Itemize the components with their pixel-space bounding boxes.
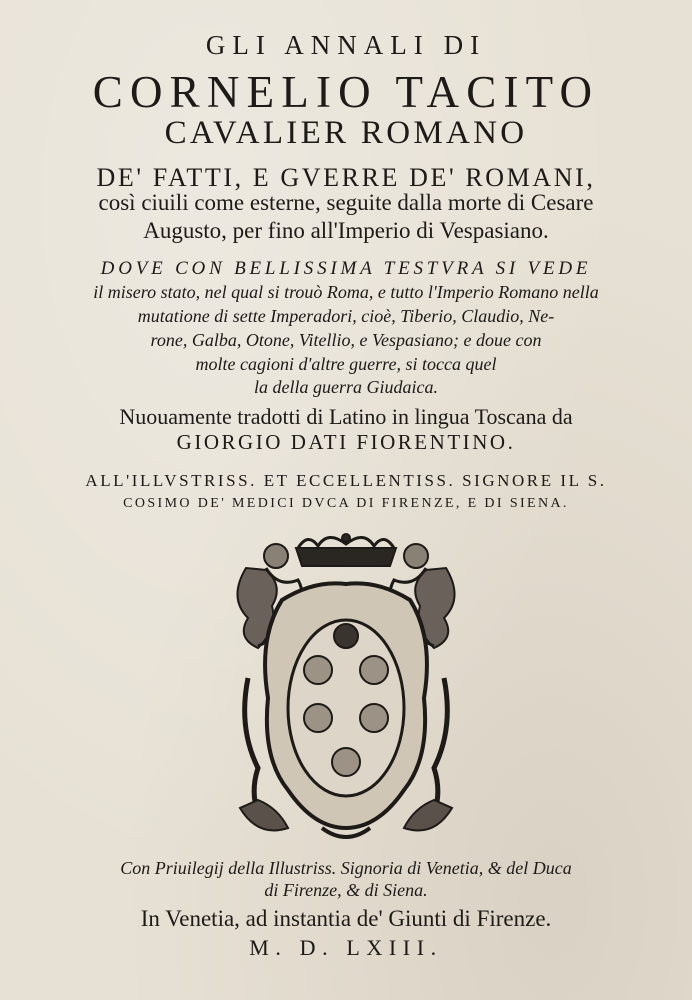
- dedication-line-1: ALL'ILLVSTRISS. ET ECCELLENTISS. SIGNORE IL S.: [85, 471, 607, 490]
- description-heading: DOVE CON BELLISSIMA TESTVRA SI VEDE: [100, 258, 592, 279]
- description-line-3: rone, Galba, Otone, Vitellio, e Vespasiano; e doue con: [150, 330, 542, 350]
- subject-line-2: così ciuili come esterne, seguite dalla morte di Cesare: [98, 190, 594, 215]
- privilege-line-2: di Firenze, & di Siena.: [264, 880, 428, 900]
- imprint-place: In Venetia, ad instantia de' Giunti di Firenze.: [140, 906, 552, 931]
- author-name: CORNELIO TACITO: [92, 67, 600, 117]
- title-line-1: GLI ANNALI DI: [205, 30, 487, 60]
- privilege-line-1: Con Priuilegij della Illustriss. Signoria di Venetia, & del Duca: [120, 858, 572, 878]
- description-line-4: molte cagioni d'altre guerre, si tocca quel: [195, 354, 497, 374]
- dedication-line-2: COSIMO DE' MEDICI DVCA DI FIRENZE, E DI SIENA.: [123, 496, 569, 511]
- description-line-2: mutatione di sette Imperadori, cioè, Tiberio, Claudio, Ne-: [137, 306, 555, 326]
- description-line-5: la della guerra Giudaica.: [254, 377, 438, 397]
- author-rank: CAVALIER ROMANO: [164, 115, 528, 151]
- subject-line-3: Augusto, per fino all'Imperio di Vespasiano.: [143, 218, 549, 243]
- description-line-1: il misero stato, nel qual si trouò Roma, e tutto l'Imperio Romano nella: [93, 282, 599, 302]
- translator-name: GIORGIO DATI FIORENTINO.: [176, 430, 516, 454]
- imprint-year: M. D. LXIII.: [249, 935, 443, 960]
- medici-coat-of-arms: [218, 528, 474, 846]
- translator-line: Nuouamente tradotti di Latino in lingua Toscana da: [119, 404, 573, 429]
- subject-line: DE' FATTI, E GVERRE DE' ROMANI,: [96, 163, 596, 192]
